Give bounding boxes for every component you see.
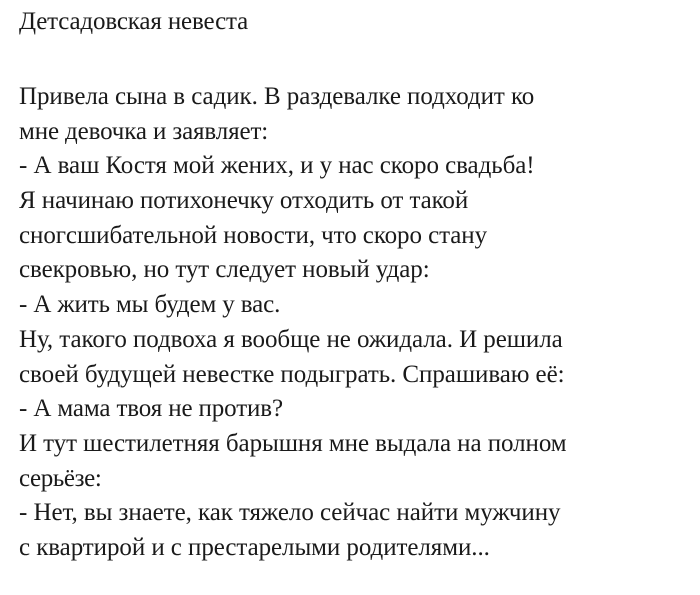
story-line: своей будущей невестке подыграть. Спрашиваю её:: [19, 360, 565, 388]
story-line: Ну, такого подвоха я вообще не ожидала. И решила: [19, 325, 563, 353]
story-line: - А ваш Костя мой жених, и у нас скоро свадьба!: [19, 152, 535, 180]
story-line: - Нет, вы знаете, как тяжело сейчас найти мужчину: [19, 499, 561, 527]
story-line: - А жить мы будем у вас.: [19, 291, 281, 319]
story-text-block: [19, 5, 694, 566]
story-line: Привела сына в садик. В раздевалке подходит ко: [19, 83, 535, 110]
story-line: И тут шестилетняя барышня мне выдала на полном: [19, 429, 567, 457]
story-title: Детсадовская невеста: [19, 8, 249, 35]
story-line: свекровью, но тут следует новый удар:: [19, 256, 430, 284]
story-line: с квартирой и с престарелыми родителями...: [19, 533, 490, 561]
story-line: серьёзе:: [19, 464, 102, 492]
story-line: - А мама твоя не против?: [19, 395, 283, 423]
title-spacer: [19, 39, 694, 80]
story-line: Я начинаю потихонечку отходить от такой: [19, 187, 469, 215]
story-line: сногсшибательной новости, что скоро стану: [19, 221, 488, 249]
story-line: мне девочка и заявляет:: [19, 117, 269, 145]
